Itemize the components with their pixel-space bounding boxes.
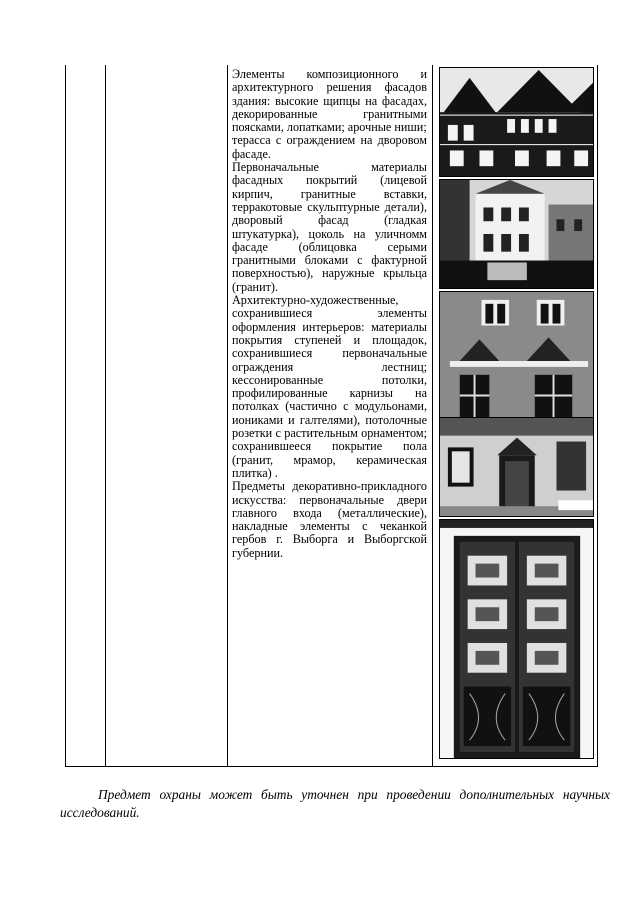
table-divider-3: [432, 65, 433, 767]
heritage-table: [65, 65, 598, 767]
table-border-bottom: [65, 766, 598, 767]
street-facade-windows-photo: [439, 291, 594, 431]
facade-gables-photo: [439, 67, 594, 177]
main-entrance-door-photo: [439, 519, 594, 759]
paragraph-facade-elements: Элементы композиционного и архитектурного решения фасадов здания: высокие щипцы на фасадах, декорированные гранитными поясками, лопатками; арочные ниши;: [232, 67, 427, 135]
paragraph-terrace: терасса с ограждением на дворовом фасаде.: [232, 133, 427, 161]
footnote-text: Предмет охраны может быть уточнен при проведении дополнительных научных исследований.: [60, 787, 610, 820]
protection-subject-text: [232, 68, 427, 560]
footnote: [60, 786, 610, 821]
table-divider-2: [227, 65, 228, 767]
table-border-right: [597, 65, 598, 767]
paragraph-decorative-arts: Предметы декоративно-прикладного искусства: первоначальные двери главного входа (металлические), накладные элементы с чеканкой гербов г. Выборга и Выборгской губернии.: [232, 479, 427, 560]
paragraph-interiors: Архитектурно-художественные, сохранившиеся элементы оформления интерьеров: материалы покрытия ступеней и площадок, сохранившиеся первоначальные ограждения лестниц; кессонированные потолки, профилированные карнизы на потолках (частично с модульонами, иониками и галтелями), потолочные розетки с растительным орнаментом; сохранившееся покрытие пола (гранит, мрамор, керамическая плитка) .: [232, 293, 427, 480]
table-border-left: [65, 65, 66, 767]
entrance-facade-photo: [439, 417, 594, 517]
courtyard-facade-photo: [439, 179, 594, 289]
paragraph-materials: Первоначальные материалы фасадных покрытий (лицевой кирпич, гранитные вставки, терракотовые скульптурные детали), дворовый фасад (гладкая штукатурка), цоколь на уличномм фасаде (облицовка серыми гранитными блоками с фактурной поверхностью), наружные крыльца (гранит).: [232, 160, 427, 294]
table-divider-1: [105, 65, 106, 767]
